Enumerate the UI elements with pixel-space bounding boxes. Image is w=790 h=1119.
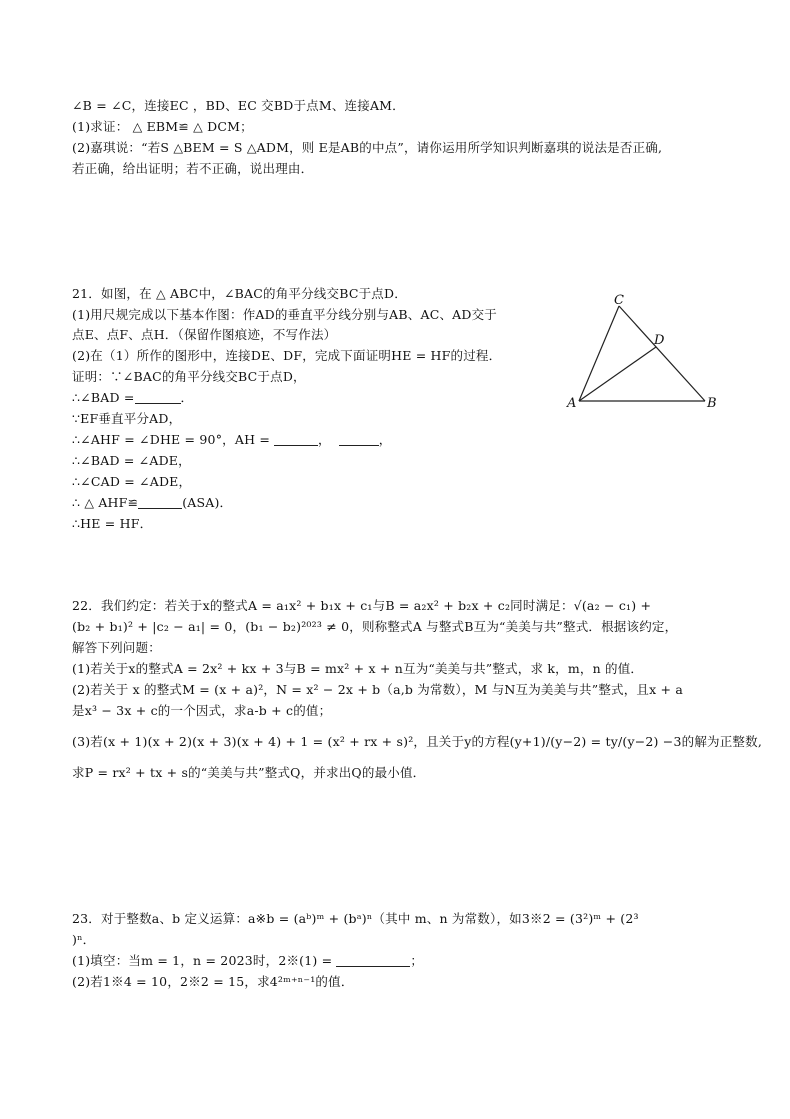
q21-proof-step-2: ∵EF垂直平分AD， (72, 411, 182, 426)
q23-stem: 23．对于整数a、b 定义运算：a※b = (aᵇ)ᵐ + (bᵃ)ⁿ（其中 m、n 为常数），如3※2 = (3²)ᵐ + (2³ (72, 911, 639, 926)
q21-proof-step-1: ∴∠BAD = ． (72, 390, 194, 405)
q22-stem-1: 22．我们约定：若关于x的整式A = a₁x² + b₁x + c₁与B = a₂x² + b₂x + c₂同时满足：√(a₂ − c₁) + (72, 598, 652, 613)
label-b: B (707, 396, 717, 411)
q22-stem-3: 解答下列问题： (72, 640, 161, 655)
answer-blank-1[interactable] (135, 391, 181, 404)
answer-blank-2[interactable] (274, 433, 318, 446)
q22-part3: (3)若(x + 1)(x + 2)(x + 3)(x + 4) + 1 = (x² + rx + s)²，且关于y的方程(y+1)/(y−2) = ty/(y−2) −3的解为正整数, (72, 734, 762, 749)
q21-proof-intro: 证明：∵∠BAC的角平分线交BC于点D， (72, 369, 306, 384)
side-cb (619, 306, 705, 401)
q22-part3-cont: 求P = rx² + tx + s的“美美与共”整式Q，并求出Q的最小值． (72, 765, 426, 780)
q21-proof-step-6: ∴ △ AHF≌ (ASA)． (72, 495, 233, 510)
label-c: C (614, 293, 624, 308)
q21-part1-cont: 点E、点F、点H．（保留作图痕迹，不写作法） (72, 327, 337, 342)
q22-part2-cont: 是x³ − 3x + c的一个因式，求a‑b + c的值； (72, 703, 332, 718)
label-a: A (567, 396, 577, 411)
triangle-figure (565, 292, 725, 417)
q21-proof-step-4: ∴∠BAD = ∠ADE， (72, 453, 191, 468)
q22-part1: (1)若关于x的整式A = 2x² + kx + 3与B = mx² + x + n互为“美美与共”整式，求 k，m，n 的值． (72, 661, 644, 676)
q22-stem-2: (b₂ + b₁)² + |c₂ − a₁| = 0，(b₁ − b₂)²⁰²³ ≠ 0，则称整式A 与整式B互为“美美与共”整式．根据该约定， (72, 619, 678, 634)
answer-blank-5[interactable] (336, 954, 410, 967)
answer-blank-4[interactable] (138, 496, 182, 509)
q20-part2: (2)嘉琪说：“若S △BEM = S △ADM，则 E是AB的中点”，请你运用所学知识判断嘉琪的说法是否正确, (72, 140, 663, 155)
q20-part2-cont: 若正确，给出证明；若不正确，说出理由． (72, 161, 314, 176)
q23-part2: (2)若1※4 = 10，2※2 = 15，求4²ᵐ⁺ⁿ⁻¹的值． (72, 974, 354, 989)
q21-part1: (1)用尺规完成以下基本作图：作AD的垂直平分线分别与AB、AC、AD交于 (72, 307, 498, 322)
q21-proof-step-3: ∴∠AHF = ∠DHE = 90°，AH = ， ， (72, 432, 392, 447)
q21-stem: 21．如图，在 △ ABC中，∠BAC的角平分线交BC于点D． (72, 286, 407, 301)
q21-part2: (2)在（1）所作的图形中，连接DE、DF，完成下面证明HE = HF的过程． (72, 348, 502, 363)
label-d: D (654, 333, 665, 348)
q20-line-1: ∠B = ∠C，连接EC ，BD、EC 交BD于点M、连接AM． (72, 98, 405, 113)
q20-part1: (1)求证： △ EBM≌ △ DCM； (72, 119, 253, 134)
q21-proof-step-5: ∴∠CAD = ∠ADE， (72, 474, 192, 489)
q23-part1: (1)填空：当m = 1，n = 2023时，2※(1) = ； (72, 953, 424, 968)
q23-stem-cont: )ⁿ． (72, 932, 96, 947)
q21-proof-conclusion: ∴HE = HF． (72, 516, 153, 531)
answer-blank-3[interactable] (339, 433, 379, 446)
q22-part2: (2)若关于 x 的整式M = (x + a)²，N = x² − 2x + b（a,b 为常数），M 与N互为美美与共”整式，且x + a (72, 682, 684, 697)
